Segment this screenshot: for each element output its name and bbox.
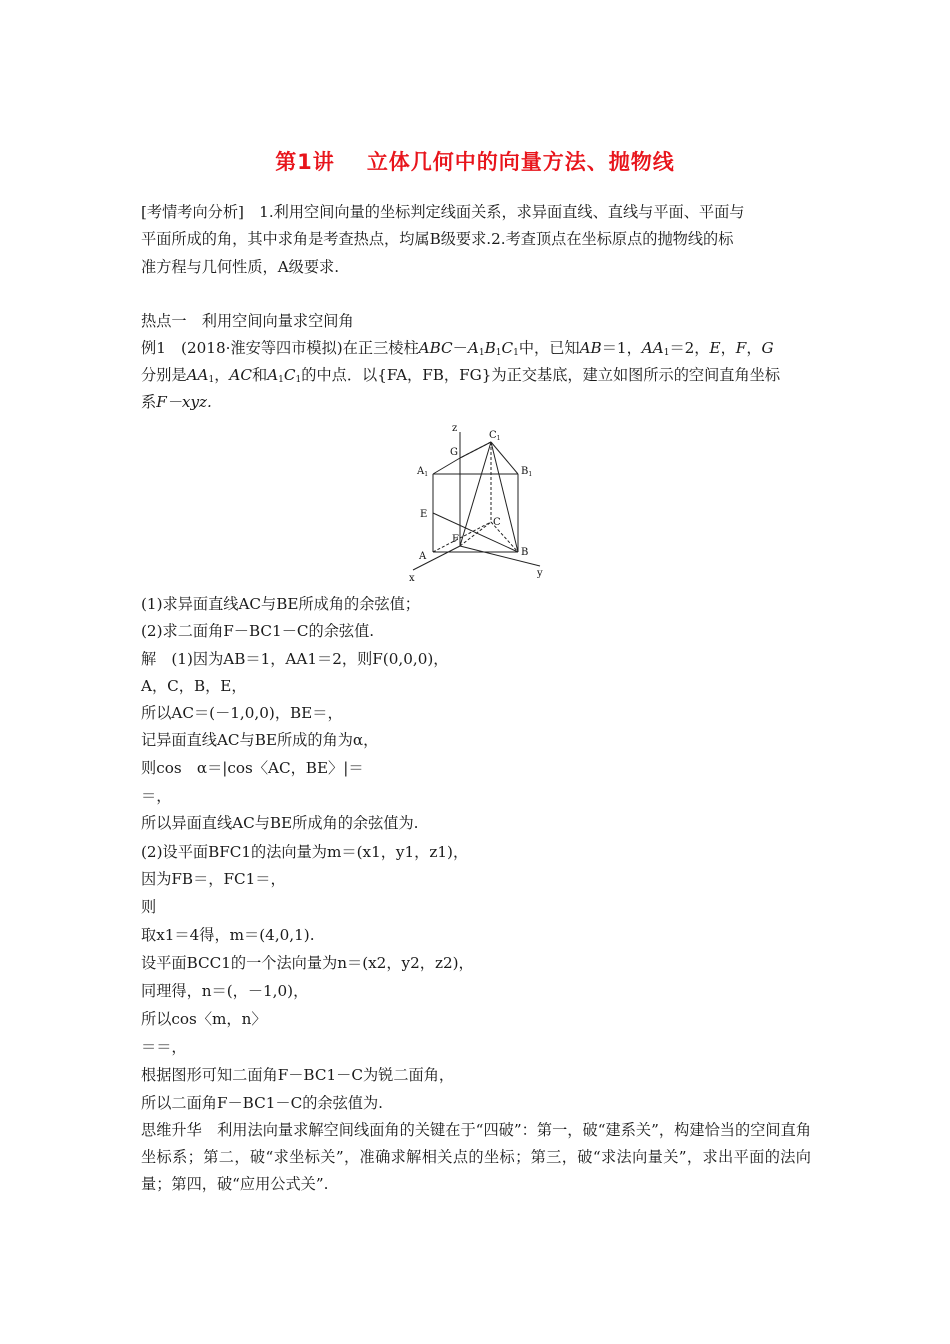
hotspot-heading: 热点一 利用空间向量求空间角	[141, 312, 354, 330]
solution-line-10: 则	[141, 898, 157, 916]
solution-line-13: 同理得，n＝(，－1,0)，	[141, 982, 309, 1000]
page-title	[0, 146, 950, 176]
analysis-line-2: 平面所成的角，其中求角是考查热点，均属B级要求.2.考查顶点在坐标原点的抛物线的标	[141, 230, 734, 248]
solution-line-7: 所以异面直线AC与BE所成角的余弦值为.	[141, 814, 419, 832]
solution-line-16: 根据图形可知二面角F－BC1－C为锐二面角，	[141, 1066, 455, 1084]
solution-line-8: (2)设平面BFC1的法向量为m＝(x1，y1，z1)，	[141, 843, 469, 861]
solution-line-1: 解 (1)因为AB＝1，AA1＝2，则F(0,0,0)，	[141, 650, 449, 668]
lecture-topic: 立体几何中的向量方法、抛物线	[366, 150, 675, 174]
svg-text:B1: $B_1$	[521, 466, 533, 478]
prism-figure	[405, 418, 555, 583]
example-line-1: 例1 (2018·淮安等四市模拟)在正三棱柱$ABC-A_1B_1C_1$中，已知AB＝1，$AA_1=2$，E，F，G	[141, 339, 774, 358]
solution-line-9: 因为FB＝，FC1＝，	[141, 870, 286, 888]
svg-text:A: A	[419, 551, 427, 562]
solution-line-5: 则cos α＝|cos〈AC，BE〉|＝	[141, 759, 364, 777]
svg-text:z: z	[452, 423, 458, 434]
example-line-2: 分别是$AA_1$，AC和$A_1C_1$的中点．以{FA，FB，FG}为正交基底，建立如图所示的空间直角坐标	[141, 366, 781, 385]
lecture-number: 第1讲	[275, 150, 335, 174]
svg-text:C: C	[493, 517, 501, 528]
svg-text:F: F	[452, 534, 459, 545]
solution-line-11: 取x1＝4得，m＝(4,0,1).	[141, 926, 315, 944]
summary-label: 思维升华	[141, 1121, 202, 1139]
svg-text:G: G	[450, 447, 458, 458]
solution-line-14: 所以cos〈m，n〉	[141, 1010, 267, 1028]
analysis-line-1: [考情考向分析] 1.利用空间向量的坐标判定线面关系，求异面直线、直线与平面、平面与	[141, 203, 745, 221]
prism-diagram	[405, 418, 555, 583]
solution-line-6: ＝，	[141, 787, 172, 805]
analysis-label: [考情考向分析]	[141, 203, 244, 221]
solution-line-4: 记异面直线AC与BE所成的角为α，	[141, 731, 379, 749]
svg-text:E: E	[420, 509, 428, 520]
solution-line-15: ＝＝，	[141, 1038, 187, 1056]
svg-text:y: y	[537, 568, 543, 579]
svg-text:C1: $C_1$	[489, 430, 501, 442]
analysis-line-3: 准方程与几何性质，A级要求.	[141, 258, 340, 276]
solution-line-2: A，C，B，E，	[141, 677, 247, 695]
question-2: (2)求二面角F－BC1－C的余弦值.	[141, 622, 375, 640]
solution-line-17: 所以二面角F－BC1－C的余弦值为.	[141, 1094, 383, 1112]
svg-text:x: x	[409, 573, 415, 583]
solution-line-3: 所以AC＝(－1,0,0)，BE＝，	[141, 704, 343, 722]
svg-text:A1: $A_1$	[417, 466, 429, 478]
question-1: (1)求异面直线AC与BE所成角的余弦值；	[141, 595, 420, 613]
solution-line-12: 设平面BCC1的一个法向量为n＝(x2，y2，z2)，	[141, 954, 474, 972]
example-label: 例1	[141, 339, 166, 357]
summary-paragraph	[141, 1117, 811, 1198]
svg-text:B: B	[521, 547, 529, 558]
summary-text: 利用法向量求解空间线面角的关键在于“四破”：第一，破“建系关”，构建恰当的空间直角坐标系；第二，破“求坐标关”，准确求解相关点的坐标；第三，破“求法向量关”，求出平面的法向量；第四，破“应用公式关”.	[141, 1121, 812, 1193]
example-line-3: 系F－xyz.	[141, 393, 212, 411]
